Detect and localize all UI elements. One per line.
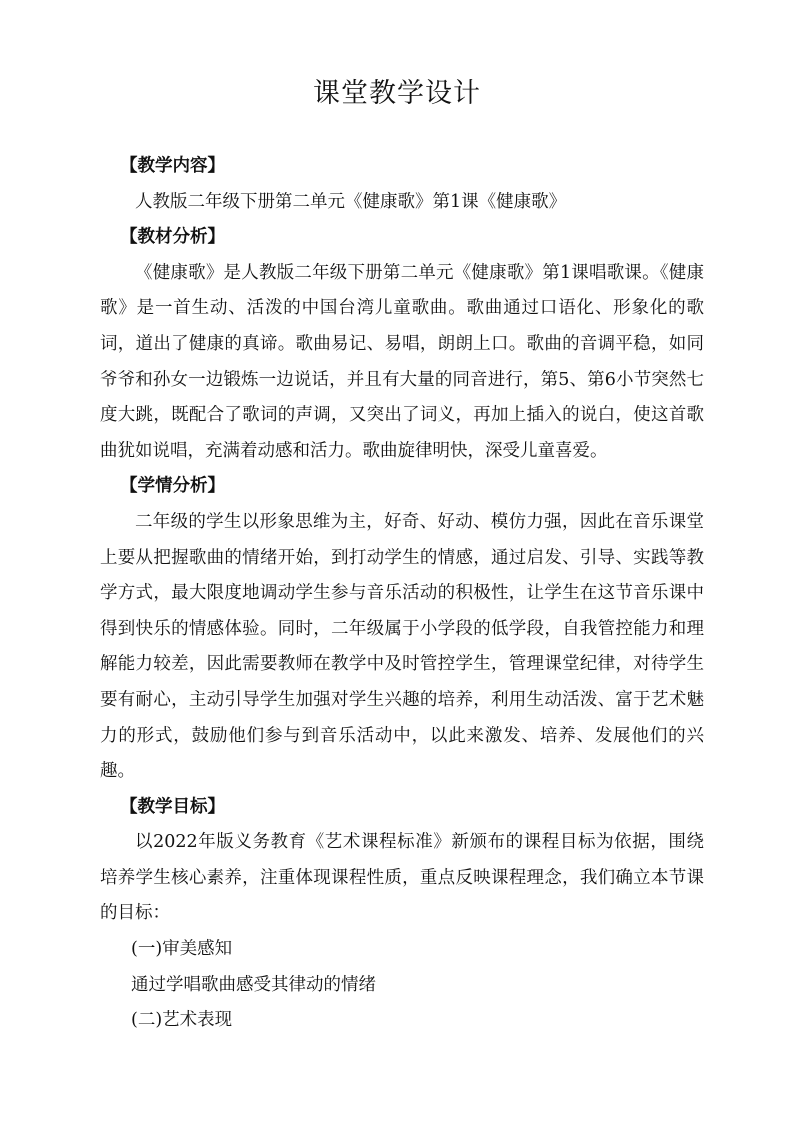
teaching-goals-text: 以2022年版义务教育《艺术课程标准》新颁布的课程目标为依据，围绕培养学生核心素养，注重体现课程性质，重点反映课程理念，我们确立本节课的目标： — [100, 832, 704, 924]
goal-item-2-label: (二)艺术表现 — [131, 1010, 233, 1031]
goal-item-1-label: (一)审美感知 — [131, 939, 233, 960]
section-heading-student-analysis: 【学情分析】 — [120, 476, 225, 497]
section-heading-material-analysis: 【教材分析】 — [120, 227, 225, 248]
student-analysis-text: 二年级的学生以形象思维为主，好奇、好动、模仿力强，因此在音乐课堂上要从把握歌曲的情绪开始，到打动学生的情感，通过启发、引导、实践等教学方式，最大限度地调动学生参与音乐活动的积极性，让学生在这节音乐课中得到快乐的情感体验。同时，二年级属于小学段的低学段，自我管控能力和理解能力较差，因此需要教师在教学中及时管控学生，管理课堂纪律，对待学生要有耐心，主动引导学生加强对学生兴趣的培养，利用生动活泼、富于艺术魅力的形式，鼓励他们参与到音乐活动中，以此来激发、培养、发展他们的兴趣。 — [100, 511, 704, 782]
teaching-content-text: 人教版二年级下册第二单元《健康歌》第1课《健康歌》 — [135, 191, 567, 212]
section-heading-teaching-content: 【教学内容】 — [120, 156, 225, 176]
page-title: 课堂教学设计 — [313, 78, 481, 109]
document-body — [100, 149, 704, 1039]
section-heading-teaching-goals: 【教学目标】 — [120, 796, 225, 817]
material-analysis-text: 《健康歌》是人教版二年级下册第二单元《健康歌》第1课唱歌课。《健康歌》是一首生动、活泼的中国台湾儿童歌曲。歌曲通过口语化、形象化的歌词，道出了健康的真谛。歌曲易记、易唱，朗朗上口。歌曲的音调平稳，如同爷爷和孙女一边锻炼一边说话，并且有大量的同音进行，第5、第6小节突然七度大跳，既配合了歌词的声调，又突出了词义，再加上插入的说白，使这首歌曲犹如说唱，充满着动感和活力。歌曲旋律明快，深受儿童喜爱。 — [100, 262, 704, 461]
goal-item-1-text: 通过学唱歌曲感受其律动的情绪 — [131, 974, 376, 995]
